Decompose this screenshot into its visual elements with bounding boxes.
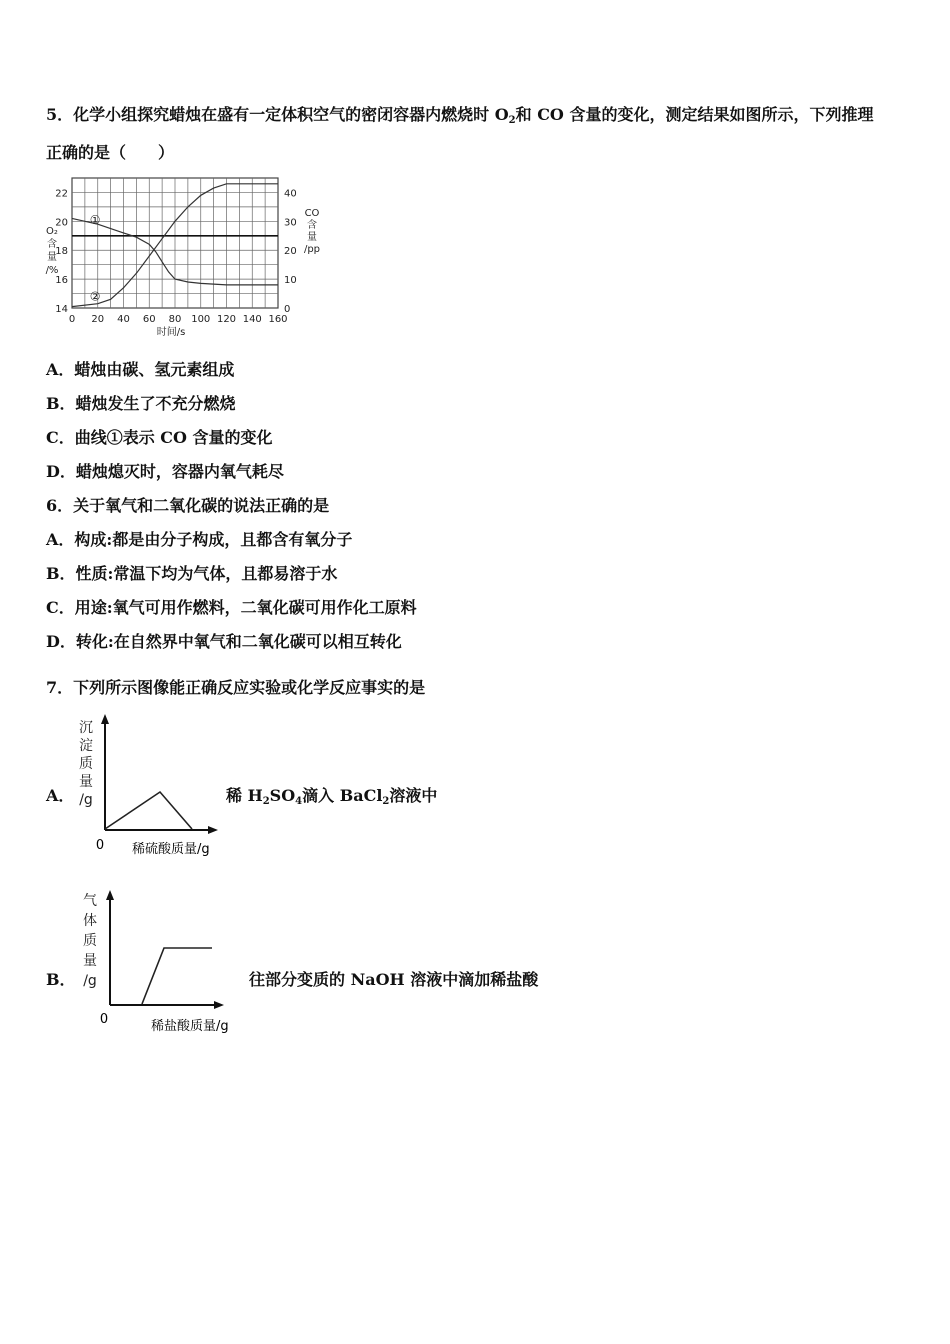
chart-left-tick-label: 22: [55, 188, 68, 200]
q6-option-d: D．转化:在自然界中氧气和二氧化碳可以相互转化: [46, 632, 402, 651]
chart-x-tick-label: 40: [117, 314, 130, 325]
chart-x-tick-label: 120: [216, 314, 237, 325]
q7-option-b-label: B．: [46, 970, 76, 989]
q5-stem-part2: 和 CO 含量的变化，测定结果如图所示，下列推理: [515, 105, 874, 124]
q7-a-desc-sub: 4: [295, 796, 303, 807]
graph-b-xlabel: 稀盐酸质量/g: [151, 1019, 229, 1034]
chart-x-tick-label: 60: [142, 314, 156, 325]
q5-stem-subscript: 2: [508, 115, 516, 126]
chart-grid: [72, 178, 278, 308]
q6-option-c: C．用途:氧气可用作燃料，二氧化碳可用作化工原料: [46, 598, 417, 617]
chart-x-tick-label: 0: [68, 314, 76, 325]
chart-left-tick-label: 20: [55, 217, 68, 229]
chart-right-tick-label: 30: [284, 217, 297, 229]
graph-b-x-arrow: [214, 1001, 224, 1009]
q7-stem: 7．下列所示图像能正确反应实验或化学反应事实的是: [46, 678, 426, 697]
chart-left-axis-label: O₂: [46, 226, 58, 237]
graph-a-origin: 0: [95, 838, 105, 853]
q7-a-desc-text: SO: [269, 786, 296, 805]
graph-a-ylabel-char: 沉: [79, 720, 93, 736]
q5-option-a: A．蜡烛由碳、氢元素组成: [46, 360, 235, 379]
chart-right-axis-label: /pp: [303, 244, 321, 255]
graph-a-y-arrow: [101, 714, 109, 724]
chart-right-tick-label: 10: [284, 275, 297, 287]
graph-a-ylabel-char: /g: [79, 792, 93, 808]
q5-stem-line2: 正确的是（ ）: [46, 143, 175, 162]
q7-a-desc-sub: 2: [262, 796, 270, 807]
q5-stem-part1: 5．化学小组探究蜡烛在盛有一定体积空气的密闭容器内燃烧时 O: [46, 105, 509, 124]
chart-annotation-2: ②: [89, 289, 101, 304]
graph-b-ylabel-char: /g: [83, 973, 97, 989]
graph-b-ylabel-char: 气: [83, 893, 97, 909]
chart-right-axis-label: 量: [307, 232, 317, 243]
graph-a-x-arrow: [208, 826, 218, 834]
graph-b-curve: [142, 948, 212, 1004]
q7-option-a-desc: [226, 783, 437, 807]
q7-a-desc-text: 溶液中: [389, 786, 438, 805]
q6-option-b: B．性质:常温下均为气体，且都易溶于水: [46, 564, 338, 583]
chart-x-tick-label: 20: [91, 314, 105, 325]
chart-left-tick-label: 18: [55, 246, 68, 258]
chart-right-axis-label: CO: [304, 208, 320, 219]
q7-option-b-desc: 往部分变质的 NaOH 溶液中滴加稀盐酸: [249, 970, 539, 989]
chart-right-tick-label: 0: [284, 304, 291, 315]
q7-a-desc-text: 滴入 BaCl: [302, 786, 383, 805]
q7-graph-b: [78, 885, 248, 1035]
graph-b-origin: 0: [99, 1012, 109, 1027]
chart-right-axis-label: 含: [307, 220, 317, 231]
chart-x-tick-label: 140: [242, 314, 262, 325]
chart-left-axis-label: /%: [45, 265, 59, 276]
graph-a-ylabel-char: 质: [79, 756, 93, 772]
chart-left-axis-label: 量: [47, 252, 57, 263]
q6-option-a: A．构成:都是由分子构成，且都含有氧分子: [46, 530, 353, 549]
q5-option-c: C．曲线①表示 CO 含量的变化: [46, 428, 273, 447]
q7-a-desc-sub: 2: [382, 796, 390, 807]
graph-a-ylabel: [79, 720, 93, 808]
graph-a-xlabel: 稀硫酸质量/g: [132, 842, 210, 857]
q7-graph-a: [72, 710, 232, 860]
q7-option-a-label: A．: [46, 786, 75, 805]
q6-stem: 6．关于氧气和二氧化碳的说法正确的是: [46, 496, 330, 515]
graph-a-curve: [105, 792, 192, 829]
graph-a-ylabel-char: 淀: [79, 738, 93, 754]
chart-right-tick-label: 20: [284, 246, 297, 258]
q5-stem-line1: [46, 102, 873, 126]
graph-b-ylabel-char: 质: [83, 933, 97, 949]
chart-x-axis-label: 时间/s: [156, 327, 186, 338]
graph-a-ylabel-char: 量: [79, 774, 93, 790]
q5-option-b: B．蜡烛发生了不充分燃烧: [46, 394, 236, 413]
chart-right-tick-label: 40: [284, 188, 297, 200]
graph-b-y-arrow: [106, 890, 114, 900]
chart-x-tick-label: 100: [191, 314, 211, 325]
chart-x-tick-label: 160: [268, 314, 288, 325]
graph-b-ylabel-char: 量: [83, 953, 97, 969]
q7-a-desc-text: 稀 H: [226, 786, 263, 805]
q5-chart: [40, 172, 330, 342]
chart-annotation-1: ①: [89, 212, 101, 227]
graph-b-ylabel-char: 体: [83, 913, 97, 929]
chart-left-tick-label: 14: [55, 304, 68, 315]
chart-x-tick-label: 80: [168, 314, 182, 325]
chart-left-axis-label: 含: [47, 239, 57, 250]
q5-option-d: D．蜡烛熄灭时，容器内氧气耗尽: [46, 462, 284, 481]
chart-left-tick-label: 16: [55, 275, 68, 287]
graph-b-ylabel: [83, 893, 97, 989]
